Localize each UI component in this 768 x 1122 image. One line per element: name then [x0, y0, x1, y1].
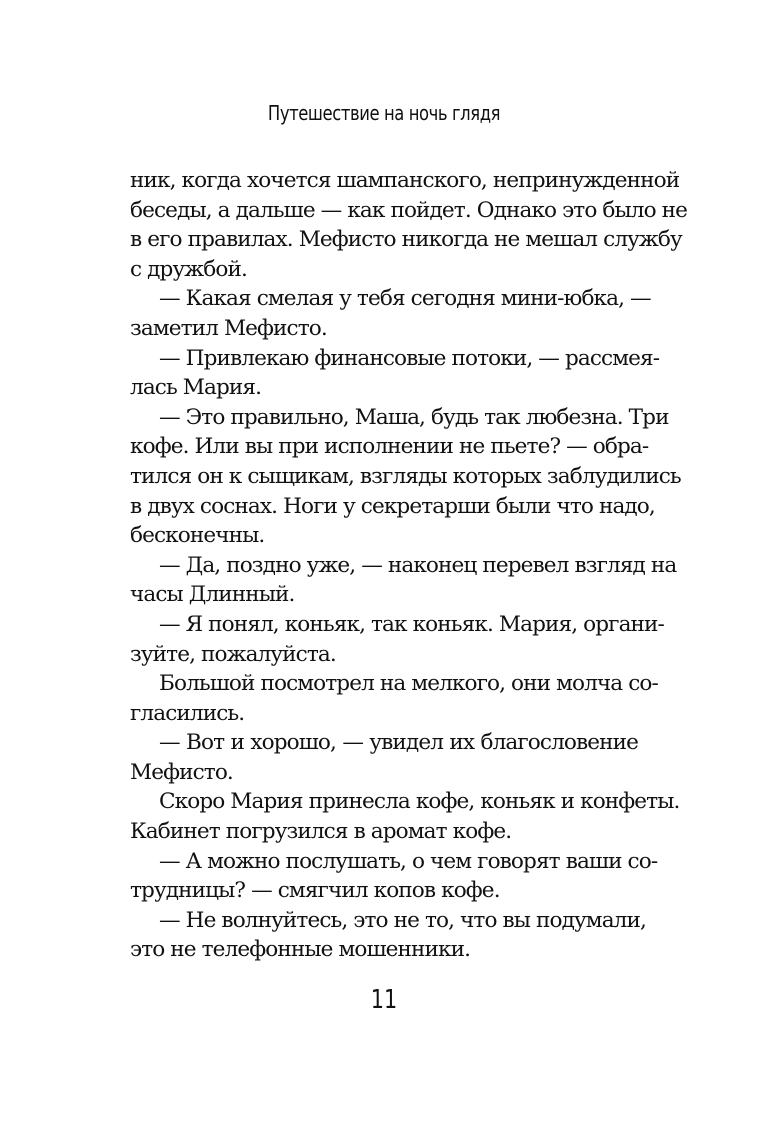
text-line: заметил Мефисто. [130, 315, 327, 341]
text-line: — А можно послушать, о чем говорят ваши со- [159, 848, 658, 874]
text-line: часы Длинный. [130, 582, 295, 608]
text-line: лась Мария. [130, 375, 262, 401]
running-head: Путешествие на ночь глядя [267, 101, 501, 125]
text-line: с дружбой. [130, 256, 247, 282]
text-line: это не телефонные мошенники. [130, 937, 471, 963]
page-number: 11 [370, 985, 398, 1015]
text-line: — Вот и хорошо, — увидел их благословение [159, 730, 638, 756]
text-line: — Я понял, коньяк, так коньяк. Мария, органи- [159, 611, 664, 637]
text-line: кофе. Или вы при исполнении не пьете? — обра- [130, 434, 649, 460]
text-line: Кабинет погрузился в аромат кофе. [130, 819, 512, 845]
text-line: — Не волнуйтесь, это не то, что вы подумали, [159, 907, 646, 933]
text-line: — Какая смелая у тебя сегодня мини-юбка, — [159, 286, 651, 312]
text-line: гласились. [130, 700, 245, 726]
text-line: Большой посмотрел на мелкого, они молча со- [159, 671, 658, 697]
text-line: Мефисто. [130, 759, 233, 785]
text-line: беседы, а дальше — как пойдет. Однако это было не [130, 197, 688, 223]
text-line: Скоро Мария принесла кофе, коньяк и конфеты. [159, 789, 680, 815]
text-line: ник, когда хочется шампанского, непринужденной [130, 168, 680, 193]
text-line: — Да, поздно уже, — наконец перевел взгляд на [159, 552, 677, 578]
text-line: тился он к сыщикам, взгляды которых заблудились [130, 463, 681, 489]
text-line: в двух соснах. Ноги у секретарши были что надо, [130, 493, 655, 519]
text-line: бесконечны. [130, 523, 265, 549]
text-line: трудницы? — смягчил копов кофе. [130, 878, 500, 904]
text-line: — Это правильно, Маша, будь так любезна. Три [159, 404, 669, 430]
text-line: — Привлекаю финансовые потоки, — рассмея- [159, 345, 660, 371]
text-line: зуйте, пожалуйста. [130, 641, 336, 667]
body-text [130, 166, 688, 965]
text-line: в его правилах. Мефисто никогда не мешал службу [130, 227, 682, 253]
